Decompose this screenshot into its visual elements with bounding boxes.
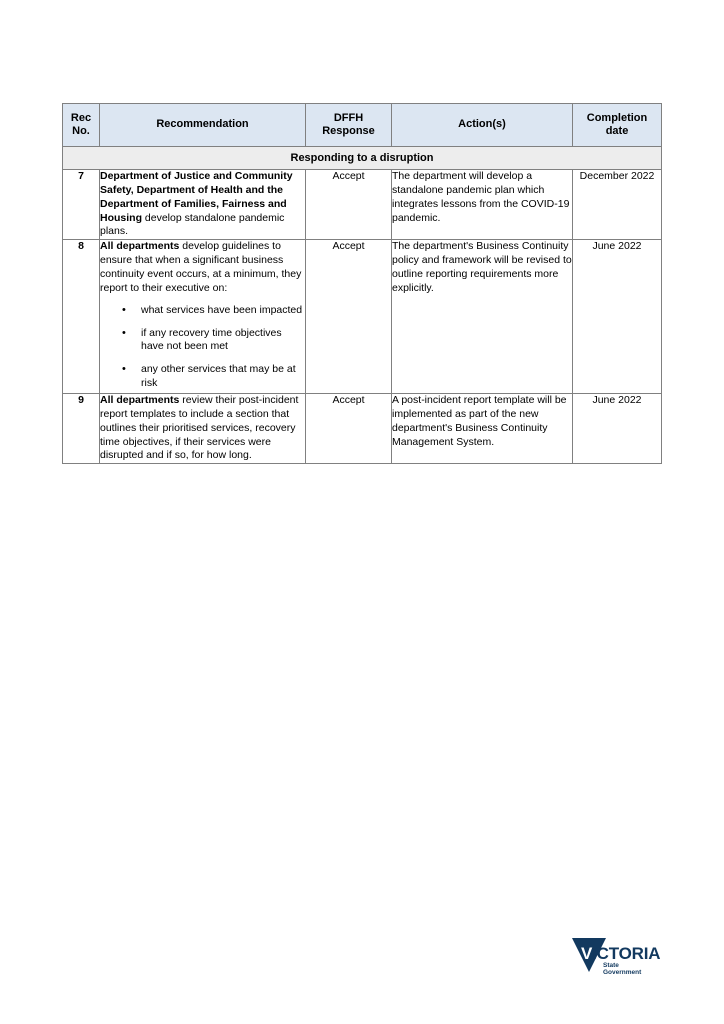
bullet-point-icon: • bbox=[122, 303, 126, 316]
cell-completion-date: June 2022 bbox=[573, 394, 662, 464]
logo-subtext-line1: State bbox=[603, 962, 619, 969]
recommendation-rest: develop guidelines to ensure that when a significant business continuity event occurs, at a minimum, they report to their executive on: bbox=[100, 240, 302, 294]
recommendation-bold-lead: Department of Justice and Community Safety, Department of Health and the Department of Families, Fairness and Housing bbox=[100, 170, 293, 224]
table-row bbox=[63, 394, 662, 464]
recommendations-table bbox=[62, 103, 662, 464]
bullet-point-icon: • bbox=[122, 326, 126, 339]
cell-rec-no: 7 bbox=[63, 170, 100, 240]
column-header-completion-line1: Completion bbox=[586, 111, 648, 124]
logo-wordmark-first-letter: V bbox=[581, 944, 593, 963]
column-header-completion-date bbox=[573, 104, 662, 147]
list-item bbox=[100, 327, 305, 355]
table-row bbox=[63, 170, 662, 240]
recommendation-rest: review their post-incident report templates to include a section that outlines their prioritised services, recovery time objectives, if their services were disrupted and if so, for how long. bbox=[100, 394, 299, 462]
column-header-rec-no-line1: Rec bbox=[70, 111, 92, 124]
cell-completion-date: December 2022 bbox=[573, 170, 662, 240]
list-item-label: what services have been impacted bbox=[141, 303, 303, 316]
cell-dffh-response: Accept bbox=[306, 170, 392, 240]
table-row bbox=[63, 240, 662, 394]
column-header-completion-line2: date bbox=[605, 125, 629, 137]
list-item-label: if any recovery time objectives have not been met bbox=[141, 326, 282, 353]
cell-rec-no: 8 bbox=[63, 240, 100, 394]
cell-completion-date: June 2022 bbox=[573, 240, 662, 394]
bullet-point-icon: • bbox=[122, 363, 126, 376]
cell-recommendation bbox=[100, 394, 306, 464]
list-item bbox=[100, 363, 305, 391]
logo-wordmark-rest: ICTORIA bbox=[592, 944, 661, 963]
cell-dffh-response: Accept bbox=[306, 240, 392, 394]
cell-actions: A post-incident report template will be implemented as part of the new department's Business Continuity Management System. bbox=[392, 394, 573, 464]
cell-rec-no: 9 bbox=[63, 394, 100, 464]
column-header-recommendation: Recommendation bbox=[100, 104, 306, 147]
recommendation-bold-lead: All departments bbox=[100, 394, 180, 407]
victoria-state-government-logo bbox=[572, 938, 661, 982]
cell-recommendation bbox=[100, 240, 306, 394]
recommendation-bullet-list bbox=[100, 304, 305, 391]
column-header-rec-no bbox=[63, 104, 100, 147]
cell-recommendation bbox=[100, 170, 306, 240]
column-header-rec-no-line2: No. bbox=[72, 125, 90, 137]
cell-actions: The department will develop a standalone pandemic plan which integrates lessons from the COVID-19 pandemic. bbox=[392, 170, 573, 240]
list-item-label: any other services that may be at risk bbox=[141, 363, 296, 390]
cell-dffh-response: Accept bbox=[306, 394, 392, 464]
list-item bbox=[100, 304, 305, 318]
column-header-actions: Action(s) bbox=[392, 104, 573, 147]
logo-wordmark bbox=[581, 944, 660, 964]
logo-subtext-line2: Government bbox=[603, 969, 642, 977]
column-header-dffh-response bbox=[306, 104, 392, 147]
logo-subtext bbox=[603, 962, 641, 977]
column-header-dffh-line1: DFFH bbox=[333, 111, 364, 124]
recommendation-rest: develop standalone pandemic plans. bbox=[100, 211, 285, 238]
section-title: Responding to a disruption bbox=[63, 147, 662, 170]
recommendation-bold-lead: All departments bbox=[100, 240, 180, 253]
table-section-row bbox=[63, 147, 662, 170]
cell-actions: The department's Business Continuity policy and framework will be revised to outline reporting requirements more explicitly. bbox=[392, 240, 573, 394]
column-header-dffh-line2: Response bbox=[322, 125, 375, 137]
table-header-row bbox=[63, 104, 662, 147]
